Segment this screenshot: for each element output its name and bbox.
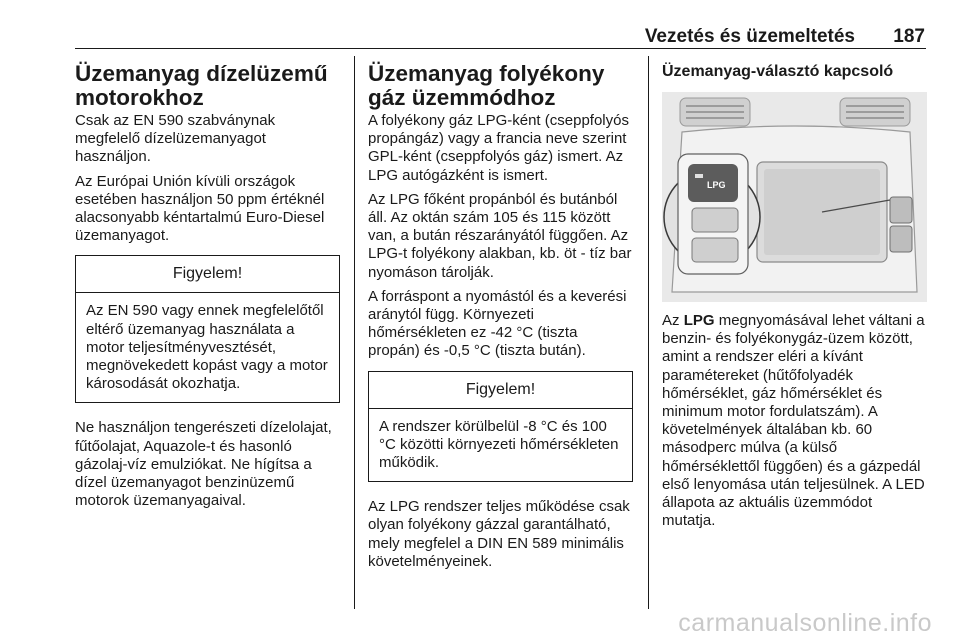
paragraph-rest: megnyomásával lehet váltani a benzin- és folyékonygáz-üzem között, amint a rendszer eléri a kívánt paramétereket (hűtőfolyadék hőmérséklet, gáz hőmérséklet és minimum motor fordulatszám). A követelmények általában kb. 60 másodperc múlva (a külső hőmérséklettől függően) és a gázpedál első lenyomása után teljesülnek. A LED állapota az aktuális üzemmódot mutatja.	[662, 312, 925, 530]
selector-heading: Üzemanyag-választó kapcsoló	[662, 63, 894, 80]
warning-body: Az EN 590 vagy ennek megfelelőtől eltérő üzemanyag használata a motor teljesítményvesztését, megnövekedett kopást vagy a motor károsodását okozhatja.	[86, 302, 328, 393]
column-divider-2	[648, 56, 649, 609]
diesel-paragraph-1: Csak az EN 590 szabványnak megfelelő dízelüzemanyagot használjon.	[75, 112, 276, 166]
page-header	[75, 26, 925, 48]
column-lpg-fuel	[368, 62, 633, 577]
warning-title: Figyelem!	[76, 256, 339, 293]
lpg-button-label: LPG	[707, 180, 726, 190]
lpg-paragraph-2: Az LPG főként propánból és butánból áll. Az oktán szám 105 és 115 között van, a bután részarányától függően. Az LPG-t folyékony alakban, kb. öt - tíz bar nyomáson tárolják.	[368, 190, 632, 281]
column-divider-1	[354, 56, 355, 609]
diesel-heading: Üzemanyag dízelüzemű motorokhoz	[75, 61, 328, 110]
warning-body: A rendszer körülbelül -8 °C és 100 °C közötti környezeti hőmérsékleten működik.	[379, 417, 619, 472]
paragraph-prefix: Az	[662, 312, 684, 329]
warning-title: Figyelem!	[369, 372, 632, 409]
page-number: 187	[893, 26, 925, 47]
lpg-button-name: LPG	[683, 312, 715, 329]
diesel-warning-box	[75, 255, 340, 403]
lpg-paragraph-1: A folyékony gáz LPG-ként (cseppfolyós propángáz) vagy a francia neve szerint GPL-ként (cseppfolyós gáz) ismert. Az LPG autógázként is ismert.	[368, 112, 629, 184]
watermark: carmanualsonline.info	[678, 609, 932, 637]
lpg-paragraph-3: A forráspont a nyomástól és a keverési aránytól függ. Környezeti hőmérsékleten ez -42 °C (tiszta propán) és -0,5 °C (tiszta bután).	[368, 287, 627, 360]
lpg-warning-box	[368, 371, 633, 483]
diesel-paragraph-3: Ne használjon tengerészeti dízelolajat, fűtőolajat, Aquazole-t és hasonló gázolaj-víz emulziókat. Ne hígítsa a dízel üzemanyagot benzinüzemű motorok üzemanyagaival.	[75, 419, 332, 510]
lpg-paragraph-4: Az LPG rendszer teljes működése csak olyan folyékony gázzal garantálható, mely megfelel a DIN EN 589 minimális követelményeinek.	[368, 498, 630, 570]
header-title: Vezetés és üzemeltetés	[644, 26, 855, 47]
lpg-heading: Üzemanyag folyékony gáz üzemmódhoz	[368, 61, 605, 110]
header-rule	[75, 48, 926, 49]
column-diesel	[75, 62, 340, 516]
dashboard-illustration	[662, 92, 927, 302]
column-fuel-selector	[662, 62, 927, 536]
selector-paragraph	[662, 312, 927, 530]
diesel-paragraph-2: Az Európai Unión kívüli országok esetében használjon 50 ppm értéknél alacsonyabb kéntartalmú Euro-Diesel üzemanyagot.	[75, 172, 325, 245]
